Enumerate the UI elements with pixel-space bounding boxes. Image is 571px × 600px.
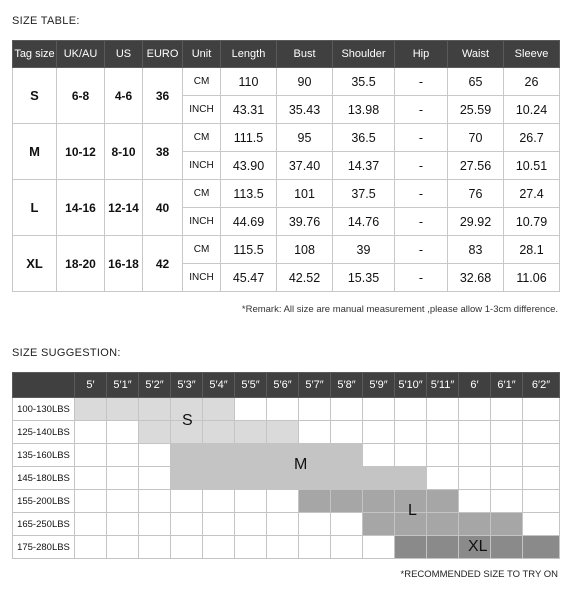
grid-cell [491,490,523,513]
size-table-row [13,236,560,264]
height-header-cell: 5′4″ [203,373,235,398]
grid-cell [139,513,171,536]
waist-cell: 83 [448,236,504,264]
grid-cell [523,398,560,421]
grid-cell [427,490,459,513]
euro-size-cell: 38 [143,124,183,180]
height-header-cell: 5′7″ [299,373,331,398]
size-table-row [13,124,560,152]
grid-cell [395,398,427,421]
sleeve-cell: 11.06 [504,264,560,292]
height-header-cell: 5′5″ [235,373,267,398]
grid-cell [331,536,363,559]
grid-cell [139,467,171,490]
shoulder-cell: 37.5 [333,180,395,208]
weight-label-cell: 135-160LBS [13,444,75,467]
unit-cell: CM [183,236,221,264]
tag-size-cell: L [13,180,57,236]
shoulder-cell: 13.98 [333,96,395,124]
grid-cell [171,490,203,513]
height-header-cell: 6′1″ [491,373,523,398]
unit-cell: INCH [183,96,221,124]
grid-cell [171,467,203,490]
grid-cell [235,444,267,467]
length-cell: 111.5 [221,124,277,152]
uk-size-cell: 6-8 [57,68,105,124]
size-table-header-cell: Length [221,41,277,68]
grid-cell [491,467,523,490]
grid-cell [459,467,491,490]
hip-cell: - [395,68,448,96]
length-cell: 113.5 [221,180,277,208]
grid-cell [491,536,523,559]
weight-row [13,513,560,536]
grid-cell [363,398,395,421]
grid-cell [107,421,139,444]
height-header-cell: 5′11″ [427,373,459,398]
grid-cell [267,536,299,559]
uk-size-cell: 18-20 [57,236,105,292]
bust-cell: 90 [277,68,333,96]
weight-label-cell: 165-250LBS [13,513,75,536]
grid-cell [427,536,459,559]
tag-size-cell: S [13,68,57,124]
bust-cell: 101 [277,180,333,208]
grid-cell [107,467,139,490]
grid-cell [235,536,267,559]
grid-cell [203,421,235,444]
bust-cell: 108 [277,236,333,264]
grid-cell [331,467,363,490]
length-cell: 44.69 [221,208,277,236]
shoulder-cell: 14.76 [333,208,395,236]
grid-cell [171,536,203,559]
height-header-row [13,373,560,398]
grid-cell [235,467,267,490]
uk-size-cell: 10-12 [57,124,105,180]
weight-row [13,467,560,490]
grid-cell [363,444,395,467]
size-table-row [13,180,560,208]
weight-row [13,444,560,467]
size-label-l: L [408,502,417,519]
waist-cell: 27.56 [448,152,504,180]
grid-cell [491,421,523,444]
grid-cell [203,513,235,536]
grid-cell [459,513,491,536]
hip-cell: - [395,152,448,180]
weight-label-cell: 125-140LBS [13,421,75,444]
unit-cell: CM [183,124,221,152]
grid-cell [75,536,107,559]
sleeve-cell: 26.7 [504,124,560,152]
grid-cell [203,490,235,513]
grid-cell [427,467,459,490]
bust-cell: 42.52 [277,264,333,292]
grid-cell [107,490,139,513]
waist-cell: 29.92 [448,208,504,236]
grid-cell [203,444,235,467]
grid-cell [75,467,107,490]
grid-cell [107,398,139,421]
grid-cell [139,490,171,513]
us-size-cell: 8-10 [105,124,143,180]
grid-cell [523,467,560,490]
length-cell: 110 [221,68,277,96]
grid-cell [523,513,560,536]
waist-cell: 76 [448,180,504,208]
grid-cell [267,513,299,536]
bust-cell: 35.43 [277,96,333,124]
grid-cell [75,421,107,444]
grid-cell [107,444,139,467]
grid-cell [235,513,267,536]
weight-label-cell: 100-130LBS [13,398,75,421]
grid-cell [267,398,299,421]
grid-cell [139,398,171,421]
waist-cell: 32.68 [448,264,504,292]
weight-label-cell: 145-180LBS [13,467,75,490]
weight-label-cell: 155-200LBS [13,490,75,513]
height-header-cell: 5′8″ [331,373,363,398]
size-table-header-cell: EURO [143,41,183,68]
hip-cell: - [395,264,448,292]
grid-cell [299,490,331,513]
grid-cell [363,536,395,559]
height-header-cell: 5′3″ [171,373,203,398]
size-table-header-cell: Shoulder [333,41,395,68]
size-suggestion-title: SIZE SUGGESTION: [12,347,121,359]
grid-cell [491,444,523,467]
sleeve-cell: 10.51 [504,152,560,180]
grid-cell [75,490,107,513]
grid-cell [75,444,107,467]
grid-cell [523,536,560,559]
waist-cell: 70 [448,124,504,152]
grid-cell [523,421,560,444]
size-table-header-cell: Unit [183,41,221,68]
grid-cell [427,444,459,467]
grid-cell [363,490,395,513]
grid-cell [75,513,107,536]
sleeve-cell: 10.24 [504,96,560,124]
tag-size-cell: M [13,124,57,180]
grid-cell [459,444,491,467]
hip-cell: - [395,236,448,264]
grid-cell [107,513,139,536]
grid-cell [139,536,171,559]
shoulder-cell: 36.5 [333,124,395,152]
length-cell: 43.31 [221,96,277,124]
grid-cell [395,536,427,559]
sleeve-cell: 26 [504,68,560,96]
unit-cell: INCH [183,264,221,292]
shoulder-cell: 15.35 [333,264,395,292]
grid-cell [395,421,427,444]
height-header-cell: 5′1″ [107,373,139,398]
size-table-header-cell: UK/AU [57,41,105,68]
size-table [12,40,560,292]
remark-text: *Remark: All size are manual measurement ,please allow 1-3cm difference. [241,304,558,315]
grid-cell [491,513,523,536]
grid-cell [427,513,459,536]
weight-row [13,490,560,513]
height-header-cell: 5′2″ [139,373,171,398]
grid-cell [491,398,523,421]
unit-cell: CM [183,180,221,208]
euro-size-cell: 40 [143,180,183,236]
grid-cell [235,421,267,444]
height-header-cell: 5′9″ [363,373,395,398]
euro-size-cell: 36 [143,68,183,124]
size-table-row [13,68,560,96]
grid-cell [331,421,363,444]
grid-cell [139,444,171,467]
hip-cell: - [395,180,448,208]
length-cell: 43.90 [221,152,277,180]
tag-size-cell: XL [13,236,57,292]
grid-cell [363,513,395,536]
grid-cell [299,536,331,559]
shoulder-cell: 39 [333,236,395,264]
height-header-cell: 6′ [459,373,491,398]
sleeve-cell: 10.79 [504,208,560,236]
size-label-m: M [294,456,308,473]
size-table-title: SIZE TABLE: [12,15,80,27]
size-label-xl: XL [468,538,488,555]
us-size-cell: 16-18 [105,236,143,292]
bust-cell: 39.76 [277,208,333,236]
recommend-note: *RECOMMENDED SIZE TO TRY ON [400,569,558,580]
grid-cell [459,421,491,444]
height-header-cell: 6′2″ [523,373,560,398]
grid-cell [267,490,299,513]
height-header-cell: 5′6″ [267,373,299,398]
grid-cell [427,398,459,421]
corner-header-cell [13,373,75,398]
weight-row [13,398,560,421]
grid-cell [235,398,267,421]
grid-cell [523,444,560,467]
grid-cell [235,490,267,513]
unit-cell: INCH [183,208,221,236]
us-size-cell: 12-14 [105,180,143,236]
size-table-header-cell: Waist [448,41,504,68]
us-size-cell: 4-6 [105,68,143,124]
sleeve-cell: 28.1 [504,236,560,264]
grid-cell [523,490,560,513]
grid-cell [75,398,107,421]
grid-cell [203,536,235,559]
grid-cell [171,513,203,536]
grid-cell [459,398,491,421]
length-cell: 45.47 [221,264,277,292]
size-label-s: S [182,412,193,429]
hip-cell: - [395,124,448,152]
grid-cell [299,421,331,444]
size-table-header-cell: Hip [395,41,448,68]
shoulder-cell: 14.37 [333,152,395,180]
grid-cell [171,444,203,467]
grid-cell [331,444,363,467]
grid-cell [299,513,331,536]
grid-cell [363,421,395,444]
grid-cell [267,421,299,444]
hip-cell: - [395,208,448,236]
grid-cell [331,398,363,421]
grid-cell [459,490,491,513]
grid-cell [299,398,331,421]
size-table-header-cell: US [105,41,143,68]
weight-label-cell: 175-280LBS [13,536,75,559]
waist-cell: 65 [448,68,504,96]
size-table-header-cell: Bust [277,41,333,68]
grid-cell [427,421,459,444]
waist-cell: 25.59 [448,96,504,124]
weight-row [13,421,560,444]
hip-cell: - [395,96,448,124]
height-header-cell: 5′ [75,373,107,398]
shoulder-cell: 35.5 [333,68,395,96]
size-table-header-row [13,41,560,68]
unit-cell: INCH [183,152,221,180]
bust-cell: 95 [277,124,333,152]
size-table-header-cell: Tag size [13,41,57,68]
grid-cell [203,398,235,421]
unit-cell: CM [183,68,221,96]
size-table-header-cell: Sleeve [504,41,560,68]
grid-cell [395,444,427,467]
sleeve-cell: 27.4 [504,180,560,208]
grid-cell [107,536,139,559]
grid-cell [363,467,395,490]
uk-size-cell: 14-16 [57,180,105,236]
height-header-cell: 5′10″ [395,373,427,398]
bust-cell: 37.40 [277,152,333,180]
grid-cell [139,421,171,444]
length-cell: 115.5 [221,236,277,264]
size-suggestion-table [12,372,560,559]
grid-cell [203,467,235,490]
grid-cell [331,490,363,513]
grid-cell [331,513,363,536]
euro-size-cell: 42 [143,236,183,292]
grid-cell [395,467,427,490]
